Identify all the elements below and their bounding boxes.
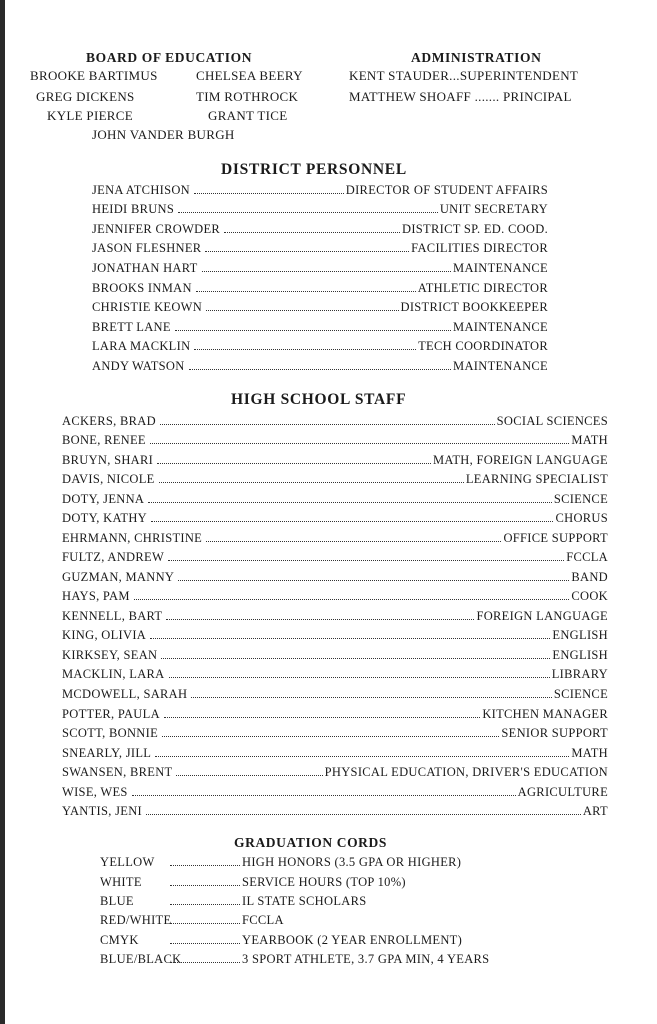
leader-dots bbox=[157, 463, 431, 464]
person-name: BRETT LANE bbox=[92, 320, 171, 334]
cord-row bbox=[100, 951, 489, 967]
district-row bbox=[92, 299, 548, 315]
leader-dots bbox=[150, 638, 550, 639]
cord-color: RED/WHITE bbox=[100, 913, 172, 927]
cord-meaning: FCCLA bbox=[242, 913, 284, 927]
leader-dots bbox=[170, 904, 240, 905]
person-role: DISTRICT SP. ED. COOD. bbox=[402, 222, 548, 236]
person-role: ATHLETIC DIRECTOR bbox=[417, 281, 548, 295]
staff-row bbox=[62, 745, 608, 761]
person-role: CHORUS bbox=[555, 511, 608, 525]
leader-dots bbox=[164, 717, 480, 718]
person-role: SCIENCE bbox=[553, 687, 608, 701]
leader-dots bbox=[170, 923, 240, 924]
person-role: FCCLA bbox=[566, 550, 608, 564]
cord-meaning: IL STATE SCHOLARS bbox=[242, 894, 367, 908]
staff-row bbox=[62, 764, 608, 780]
person-name: MACKLIN, LARA bbox=[62, 667, 165, 681]
person-name: KING, OLIVIA bbox=[62, 628, 147, 642]
cord-color: BLUE/BLACK bbox=[100, 952, 182, 966]
person-name: BROOKS INMAN bbox=[92, 281, 192, 295]
person-role: MAINTENANCE bbox=[453, 320, 548, 334]
staff-row bbox=[62, 510, 608, 526]
person-name: ANDY WATSON bbox=[92, 359, 185, 373]
cord-color: WHITE bbox=[100, 875, 142, 889]
district-row bbox=[92, 201, 548, 217]
leader-dots bbox=[155, 756, 569, 757]
person-role: COOK bbox=[571, 589, 608, 603]
person-role: ART bbox=[582, 804, 608, 818]
person-name: BONE, RENEE bbox=[62, 433, 146, 447]
person-role: SOCIAL SCIENCES bbox=[496, 414, 608, 428]
district-row bbox=[92, 338, 548, 354]
cord-color: BLUE bbox=[100, 894, 134, 908]
leader-dots bbox=[196, 291, 416, 292]
cord-row bbox=[100, 854, 461, 870]
person-role: AGRICULTURE bbox=[517, 785, 608, 799]
person-name: FULTZ, ANDREW bbox=[62, 550, 165, 564]
person-role: SENIOR SUPPORT bbox=[501, 726, 608, 740]
cord-color: YELLOW bbox=[100, 855, 155, 869]
person-role: FACILITIES DIRECTOR bbox=[411, 241, 548, 255]
staff-row bbox=[62, 803, 608, 819]
leader-dots bbox=[132, 795, 516, 796]
leader-dots bbox=[191, 697, 551, 698]
staff-row bbox=[62, 608, 608, 624]
person-role: MATH, FOREIGN LANGUAGE bbox=[433, 453, 608, 467]
staff-row bbox=[62, 588, 608, 604]
person-name: DAVIS, NICOLE bbox=[62, 472, 155, 486]
cord-row bbox=[100, 893, 366, 909]
board-member: BROOKE BARTIMUS bbox=[30, 68, 158, 83]
staff-row bbox=[62, 666, 608, 682]
administration-line: KENT STAUDER...SUPERINTENDENT bbox=[349, 68, 579, 83]
district-heading: DISTRICT PERSONNEL bbox=[221, 161, 407, 178]
leader-dots bbox=[189, 369, 451, 370]
person-name: EHRMANN, CHRISTINE bbox=[62, 531, 203, 545]
district-row bbox=[92, 221, 548, 237]
staff-row bbox=[62, 725, 608, 741]
leader-dots bbox=[175, 330, 451, 331]
leader-dots bbox=[134, 599, 570, 600]
board-member: GREG DICKENS bbox=[36, 89, 135, 104]
staff-row bbox=[62, 549, 608, 565]
board-member: CHELSEA BEERY bbox=[196, 68, 303, 83]
leader-dots bbox=[148, 502, 552, 503]
leader-dots bbox=[224, 232, 400, 233]
leader-dots bbox=[170, 885, 240, 886]
leader-dots bbox=[205, 251, 409, 252]
person-name: SWANSEN, BRENT bbox=[62, 765, 173, 779]
staff-row bbox=[62, 413, 608, 429]
person-role: FOREIGN LANGUAGE bbox=[476, 609, 608, 623]
district-row bbox=[92, 240, 548, 256]
person-name: JASON FLESHNER bbox=[92, 241, 202, 255]
leader-dots bbox=[168, 560, 564, 561]
leader-dots bbox=[194, 349, 416, 350]
board-heading: BOARD OF EDUCATION bbox=[86, 50, 253, 65]
person-name: JONATHAN HART bbox=[92, 261, 198, 275]
person-role: KITCHEN MANAGER bbox=[482, 707, 608, 721]
leader-dots bbox=[206, 541, 501, 542]
cords-heading: GRADUATION CORDS bbox=[234, 835, 387, 850]
person-name: JENA ATCHISON bbox=[92, 183, 191, 197]
person-name: MCDOWELL, SARAH bbox=[62, 687, 188, 701]
person-name: KIRKSEY, SEAN bbox=[62, 648, 158, 662]
person-name: GUZMAN, MANNY bbox=[62, 570, 175, 584]
cord-color: CMYK bbox=[100, 933, 139, 947]
person-name: BRUYN, SHARI bbox=[62, 453, 154, 467]
leader-dots bbox=[166, 619, 474, 620]
district-row bbox=[92, 260, 548, 276]
cord-row bbox=[100, 932, 462, 948]
district-row bbox=[92, 182, 548, 198]
administration-heading: ADMINISTRATION bbox=[411, 50, 542, 65]
person-role: TECH COORDINATOR bbox=[418, 339, 548, 353]
cord-meaning: 3 SPORT ATHLETE, 3.7 GPA MIN, 4 YEARS bbox=[242, 952, 490, 966]
cord-row bbox=[100, 912, 284, 928]
staff-row bbox=[62, 569, 608, 585]
district-row bbox=[92, 280, 548, 296]
cord-meaning: YEARBOOK (2 YEAR ENROLLMENT) bbox=[242, 933, 463, 947]
district-row bbox=[92, 358, 548, 374]
person-role: LIBRARY bbox=[551, 667, 608, 681]
person-role: BAND bbox=[571, 570, 608, 584]
person-role: DIRECTOR OF STUDENT AFFAIRS bbox=[345, 183, 548, 197]
person-name: POTTER, PAULA bbox=[62, 707, 160, 721]
leader-dots bbox=[160, 424, 495, 425]
person-name: SNEARLY, JILL bbox=[62, 746, 152, 760]
person-role: OFFICE SUPPORT bbox=[503, 531, 608, 545]
leader-dots bbox=[162, 736, 499, 737]
cord-row bbox=[100, 874, 406, 890]
leader-dots bbox=[206, 310, 398, 311]
leader-dots bbox=[170, 943, 240, 944]
staff-row bbox=[62, 452, 608, 468]
person-role: MAINTENANCE bbox=[453, 359, 548, 373]
cord-meaning: SERVICE HOURS (TOP 10%) bbox=[242, 875, 406, 889]
person-name: DOTY, JENNA bbox=[62, 492, 145, 506]
person-role: MATH bbox=[571, 746, 608, 760]
person-name: DOTY, KATHY bbox=[62, 511, 148, 525]
leader-dots bbox=[150, 443, 570, 444]
leader-dots bbox=[178, 212, 438, 213]
person-role: UNIT SECRETARY bbox=[439, 202, 548, 216]
cord-meaning: HIGH HONORS (3.5 GPA OR HIGHER) bbox=[242, 855, 462, 869]
person-name: YANTIS, JENI bbox=[62, 804, 142, 818]
person-role: ENGLISH bbox=[552, 648, 608, 662]
leader-dots bbox=[159, 482, 464, 483]
leader-dots bbox=[169, 677, 550, 678]
person-role: SCIENCE bbox=[553, 492, 608, 506]
board-member: JOHN VANDER BURGH bbox=[92, 127, 235, 142]
leader-dots bbox=[161, 658, 550, 659]
leader-dots bbox=[178, 580, 569, 581]
board-member: GRANT TICE bbox=[208, 108, 288, 123]
person-name: HAYS, PAM bbox=[62, 589, 130, 603]
staff-row bbox=[62, 686, 608, 702]
person-name: LARA MACKLIN bbox=[92, 339, 191, 353]
leader-dots bbox=[151, 521, 553, 522]
person-name: KENNELL, BART bbox=[62, 609, 163, 623]
person-role: LEARNING SPECIALIST bbox=[465, 472, 608, 486]
leader-dots bbox=[170, 865, 240, 866]
leader-dots bbox=[170, 962, 240, 963]
person-role: ENGLISH bbox=[552, 628, 608, 642]
staff-row bbox=[62, 784, 608, 800]
staff-row bbox=[62, 471, 608, 487]
district-row bbox=[92, 319, 548, 335]
staff-row bbox=[62, 530, 608, 546]
person-name: CHRISTIE KEOWN bbox=[92, 300, 203, 314]
person-name: WISE, WES bbox=[62, 785, 128, 799]
person-name: JENNIFER CROWDER bbox=[92, 222, 221, 236]
staff-row bbox=[62, 627, 608, 643]
person-role: DISTRICT BOOKKEEPER bbox=[400, 300, 548, 314]
leader-dots bbox=[202, 271, 451, 272]
leader-dots bbox=[146, 814, 581, 815]
staff-row bbox=[62, 432, 608, 448]
leader-dots bbox=[176, 775, 322, 776]
staff-row bbox=[62, 706, 608, 722]
person-role: MATH bbox=[571, 433, 608, 447]
person-name: SCOTT, BONNIE bbox=[62, 726, 159, 740]
person-name: HEIDI BRUNS bbox=[92, 202, 175, 216]
person-role: MAINTENANCE bbox=[453, 261, 548, 275]
staff-row bbox=[62, 647, 608, 663]
leader-dots bbox=[194, 193, 344, 194]
person-name: ACKERS, BRAD bbox=[62, 414, 156, 428]
staff-row bbox=[62, 491, 608, 507]
board-member: TIM ROTHROCK bbox=[196, 89, 299, 104]
staff-heading: HIGH SCHOOL STAFF bbox=[231, 391, 407, 408]
board-member: KYLE PIERCE bbox=[47, 108, 133, 123]
administration-line: MATTHEW SHOAFF ....... PRINCIPAL bbox=[349, 89, 572, 104]
person-role: PHYSICAL EDUCATION, DRIVER'S EDUCATION bbox=[324, 765, 608, 779]
